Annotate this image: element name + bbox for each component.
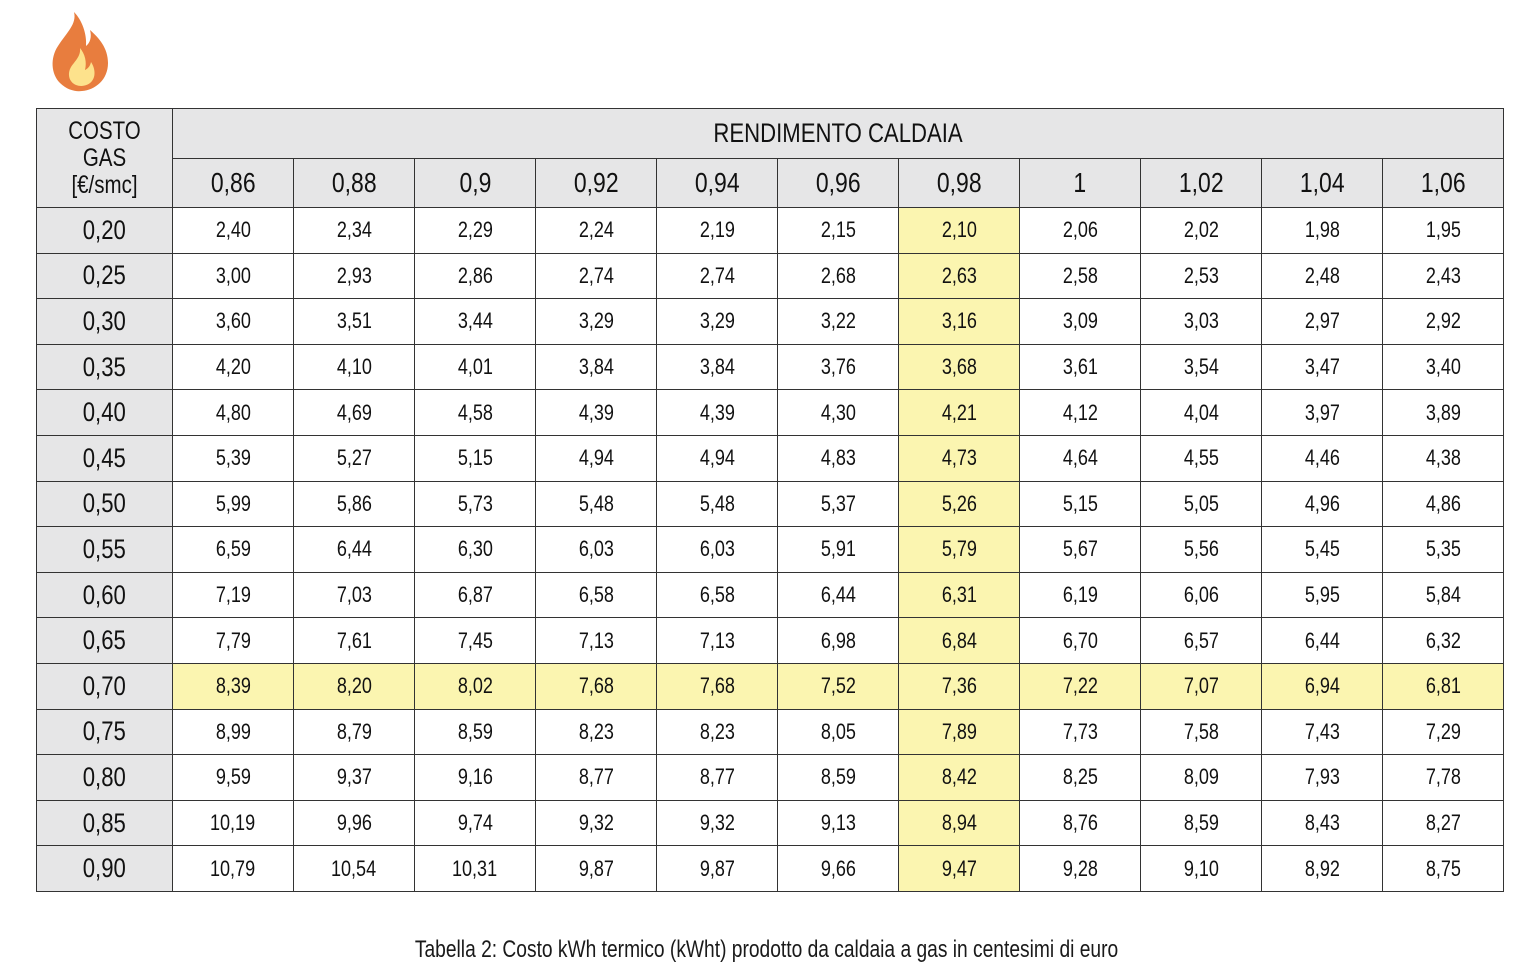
value-cell: 2,93: [294, 253, 415, 299]
value-cell: 3,40: [1383, 344, 1504, 390]
value-cell: 5,48: [657, 481, 778, 527]
value-cell: 8,23: [536, 709, 657, 755]
value-cell: 7,45: [415, 618, 536, 664]
value-cell: 10,19: [173, 800, 294, 846]
value-cell: 6,59: [173, 527, 294, 573]
table-row: [37, 253, 1504, 299]
value-cell: 9,32: [657, 800, 778, 846]
value-cell: 3,44: [415, 299, 536, 345]
value-cell: 6,03: [657, 527, 778, 573]
value-cell: 10,79: [173, 846, 294, 892]
table-row: [37, 299, 1504, 345]
table-row: [37, 663, 1504, 709]
value-cell: 2,19: [657, 208, 778, 254]
value-cell: 8,05: [778, 709, 899, 755]
value-cell: 2,48: [1262, 253, 1383, 299]
value-cell: 7,73: [1020, 709, 1141, 755]
value-cell: 2,40: [173, 208, 294, 254]
value-cell: 2,92: [1383, 299, 1504, 345]
value-cell: 1,95: [1383, 208, 1504, 254]
value-cell: 2,86: [415, 253, 536, 299]
value-cell: 8,09: [1141, 755, 1262, 801]
gas-cost-cell: 0,80: [37, 755, 173, 801]
value-cell: 8,02: [415, 663, 536, 709]
value-cell: 6,32: [1383, 618, 1504, 664]
value-cell: 4,80: [173, 390, 294, 436]
value-cell: 3,51: [294, 299, 415, 345]
value-cell: 8,75: [1383, 846, 1504, 892]
value-cell: 9,87: [657, 846, 778, 892]
corner-label-line-3: [€/smc]: [71, 170, 138, 199]
value-cell: 3,29: [536, 299, 657, 345]
value-cell: 9,47: [899, 846, 1020, 892]
value-cell: 1,98: [1262, 208, 1383, 254]
value-cell: 2,02: [1141, 208, 1262, 254]
value-cell: 6,70: [1020, 618, 1141, 664]
value-cell: 2,24: [536, 208, 657, 254]
table-body: [37, 208, 1504, 892]
value-cell: 4,73: [899, 435, 1020, 481]
table-row: [37, 390, 1504, 436]
value-cell: 5,99: [173, 481, 294, 527]
value-cell: 7,68: [657, 663, 778, 709]
value-cell: 5,84: [1383, 572, 1504, 618]
value-cell: 8,27: [1383, 800, 1504, 846]
value-cell: 6,44: [778, 572, 899, 618]
value-cell: 7,19: [173, 572, 294, 618]
value-cell: 7,03: [294, 572, 415, 618]
value-cell: 6,30: [415, 527, 536, 573]
efficiency-header-cell: 0,9: [415, 159, 536, 208]
value-cell: 6,98: [778, 618, 899, 664]
value-cell: 7,93: [1262, 755, 1383, 801]
gas-cost-cell: 0,75: [37, 709, 173, 755]
value-cell: 6,87: [415, 572, 536, 618]
value-cell: 4,83: [778, 435, 899, 481]
value-cell: 4,39: [536, 390, 657, 436]
value-cell: 5,45: [1262, 527, 1383, 573]
value-cell: 6,31: [899, 572, 1020, 618]
efficiency-header-cell: 0,88: [294, 159, 415, 208]
value-cell: 5,27: [294, 435, 415, 481]
value-cell: 9,16: [415, 755, 536, 801]
value-cell: 8,77: [657, 755, 778, 801]
value-cell: 3,60: [173, 299, 294, 345]
value-cell: 5,15: [1020, 481, 1141, 527]
table-row: [37, 208, 1504, 254]
table-row: [37, 846, 1504, 892]
value-cell: 5,26: [899, 481, 1020, 527]
value-cell: 5,05: [1141, 481, 1262, 527]
efficiency-header-row: [37, 159, 1504, 208]
efficiency-header-cell: 1: [1020, 159, 1141, 208]
gas-cost-cell: 0,60: [37, 572, 173, 618]
efficiency-header-cell: 1,06: [1383, 159, 1504, 208]
value-cell: 4,94: [657, 435, 778, 481]
value-cell: 8,20: [294, 663, 415, 709]
value-cell: 6,58: [536, 572, 657, 618]
value-cell: 8,59: [415, 709, 536, 755]
table-row: [37, 709, 1504, 755]
value-cell: 4,10: [294, 344, 415, 390]
value-cell: 8,77: [536, 755, 657, 801]
value-cell: 8,43: [1262, 800, 1383, 846]
value-cell: 6,44: [294, 527, 415, 573]
value-cell: 2,10: [899, 208, 1020, 254]
value-cell: 7,79: [173, 618, 294, 664]
gas-cost-cell: 0,55: [37, 527, 173, 573]
value-cell: 8,42: [899, 755, 1020, 801]
value-cell: 3,47: [1262, 344, 1383, 390]
value-cell: 9,10: [1141, 846, 1262, 892]
value-cell: 2,34: [294, 208, 415, 254]
gas-cost-cell: 0,45: [37, 435, 173, 481]
table-row: [37, 344, 1504, 390]
value-cell: 6,84: [899, 618, 1020, 664]
gas-cost-cell: 0,70: [37, 663, 173, 709]
value-cell: 5,67: [1020, 527, 1141, 573]
value-cell: 2,43: [1383, 253, 1504, 299]
value-cell: 8,76: [1020, 800, 1141, 846]
value-cell: 4,30: [778, 390, 899, 436]
value-cell: 3,03: [1141, 299, 1262, 345]
value-cell: 8,39: [173, 663, 294, 709]
value-cell: 9,13: [778, 800, 899, 846]
gas-cost-cell: 0,40: [37, 390, 173, 436]
value-cell: 6,94: [1262, 663, 1383, 709]
value-cell: 4,04: [1141, 390, 1262, 436]
value-cell: 9,37: [294, 755, 415, 801]
value-cell: 6,58: [657, 572, 778, 618]
value-cell: 7,52: [778, 663, 899, 709]
table-row: [37, 527, 1504, 573]
value-cell: 3,29: [657, 299, 778, 345]
value-cell: 6,81: [1383, 663, 1504, 709]
gas-cost-cell: 0,50: [37, 481, 173, 527]
value-cell: 9,66: [778, 846, 899, 892]
value-cell: 8,25: [1020, 755, 1141, 801]
gas-cost-cell: 0,30: [37, 299, 173, 345]
value-cell: 5,15: [415, 435, 536, 481]
value-cell: 9,96: [294, 800, 415, 846]
gas-cost-cell: 0,85: [37, 800, 173, 846]
value-cell: 9,28: [1020, 846, 1141, 892]
value-cell: 3,89: [1383, 390, 1504, 436]
value-cell: 8,59: [778, 755, 899, 801]
value-cell: 6,19: [1020, 572, 1141, 618]
value-cell: 7,13: [657, 618, 778, 664]
table-row: [37, 755, 1504, 801]
value-cell: 2,29: [415, 208, 536, 254]
table-caption: Tabella 2: Costo kWh termico (kWht) prodotto da caldaia a gas in centesimi di euro: [415, 936, 1119, 963]
value-cell: 7,58: [1141, 709, 1262, 755]
value-cell: 7,89: [899, 709, 1020, 755]
efficiency-header-cell: 0,86: [173, 159, 294, 208]
value-cell: 8,92: [1262, 846, 1383, 892]
gas-cost-cell: 0,90: [37, 846, 173, 892]
value-cell: 9,59: [173, 755, 294, 801]
value-cell: 4,20: [173, 344, 294, 390]
value-cell: 3,00: [173, 253, 294, 299]
value-cell: 5,73: [415, 481, 536, 527]
value-cell: 5,91: [778, 527, 899, 573]
value-cell: 6,03: [536, 527, 657, 573]
value-cell: 2,06: [1020, 208, 1141, 254]
value-cell: 8,79: [294, 709, 415, 755]
gas-cost-cell: 0,65: [37, 618, 173, 664]
gas-cost-cell: 0,20: [37, 208, 173, 254]
table-row: [37, 572, 1504, 618]
value-cell: 7,68: [536, 663, 657, 709]
value-cell: 2,68: [778, 253, 899, 299]
value-cell: 5,35: [1383, 527, 1504, 573]
value-cell: 3,09: [1020, 299, 1141, 345]
value-cell: 4,46: [1262, 435, 1383, 481]
value-cell: 10,31: [415, 846, 536, 892]
value-cell: 5,56: [1141, 527, 1262, 573]
value-cell: 4,64: [1020, 435, 1141, 481]
corner-label-line-2: GAS: [82, 143, 127, 172]
value-cell: 5,48: [536, 481, 657, 527]
corner-header: [37, 109, 173, 208]
value-cell: 6,57: [1141, 618, 1262, 664]
flame-icon: [50, 10, 110, 92]
value-cell: 2,53: [1141, 253, 1262, 299]
value-cell: 7,13: [536, 618, 657, 664]
value-cell: 5,86: [294, 481, 415, 527]
value-cell: 4,96: [1262, 481, 1383, 527]
value-cell: 3,22: [778, 299, 899, 345]
efficiency-header-cell: 1,04: [1262, 159, 1383, 208]
value-cell: 9,32: [536, 800, 657, 846]
value-cell: 3,76: [778, 344, 899, 390]
value-cell: 2,15: [778, 208, 899, 254]
value-cell: 3,97: [1262, 390, 1383, 436]
value-cell: 7,07: [1141, 663, 1262, 709]
value-cell: 4,94: [536, 435, 657, 481]
value-cell: 3,84: [657, 344, 778, 390]
value-cell: 3,61: [1020, 344, 1141, 390]
value-cell: 7,43: [1262, 709, 1383, 755]
value-cell: 3,68: [899, 344, 1020, 390]
value-cell: 2,58: [1020, 253, 1141, 299]
value-cell: 4,69: [294, 390, 415, 436]
value-cell: 4,55: [1141, 435, 1262, 481]
value-cell: 7,36: [899, 663, 1020, 709]
table-title: RENDIMENTO CALDAIA: [173, 109, 1504, 159]
value-cell: 10,54: [294, 846, 415, 892]
value-cell: 8,94: [899, 800, 1020, 846]
value-cell: 7,29: [1383, 709, 1504, 755]
gas-cost-table: [36, 108, 1504, 892]
table-row: [37, 435, 1504, 481]
value-cell: 4,12: [1020, 390, 1141, 436]
value-cell: 2,74: [657, 253, 778, 299]
value-cell: 4,01: [415, 344, 536, 390]
value-cell: 6,44: [1262, 618, 1383, 664]
efficiency-header-cell: 0,92: [536, 159, 657, 208]
value-cell: 7,22: [1020, 663, 1141, 709]
value-cell: 2,63: [899, 253, 1020, 299]
value-cell: 5,37: [778, 481, 899, 527]
value-cell: 5,39: [173, 435, 294, 481]
value-cell: 7,78: [1383, 755, 1504, 801]
value-cell: 3,54: [1141, 344, 1262, 390]
value-cell: 4,58: [415, 390, 536, 436]
efficiency-header-cell: 0,98: [899, 159, 1020, 208]
gas-cost-cell: 0,35: [37, 344, 173, 390]
table-row: [37, 618, 1504, 664]
gas-cost-cell: 0,25: [37, 253, 173, 299]
value-cell: 9,74: [415, 800, 536, 846]
value-cell: 8,23: [657, 709, 778, 755]
value-cell: 8,59: [1141, 800, 1262, 846]
value-cell: 4,86: [1383, 481, 1504, 527]
value-cell: 9,87: [536, 846, 657, 892]
value-cell: 8,99: [173, 709, 294, 755]
value-cell: 3,84: [536, 344, 657, 390]
efficiency-header-cell: 0,96: [778, 159, 899, 208]
efficiency-header-cell: 0,94: [657, 159, 778, 208]
value-cell: 3,16: [899, 299, 1020, 345]
table-row: [37, 481, 1504, 527]
efficiency-header-cell: 1,02: [1141, 159, 1262, 208]
value-cell: 6,06: [1141, 572, 1262, 618]
value-cell: 4,38: [1383, 435, 1504, 481]
value-cell: 4,39: [657, 390, 778, 436]
corner-label-line-1: COSTO: [68, 116, 141, 145]
value-cell: 4,21: [899, 390, 1020, 436]
value-cell: 5,79: [899, 527, 1020, 573]
value-cell: 2,74: [536, 253, 657, 299]
table-row: [37, 800, 1504, 846]
value-cell: 7,61: [294, 618, 415, 664]
value-cell: 2,97: [1262, 299, 1383, 345]
value-cell: 5,95: [1262, 572, 1383, 618]
